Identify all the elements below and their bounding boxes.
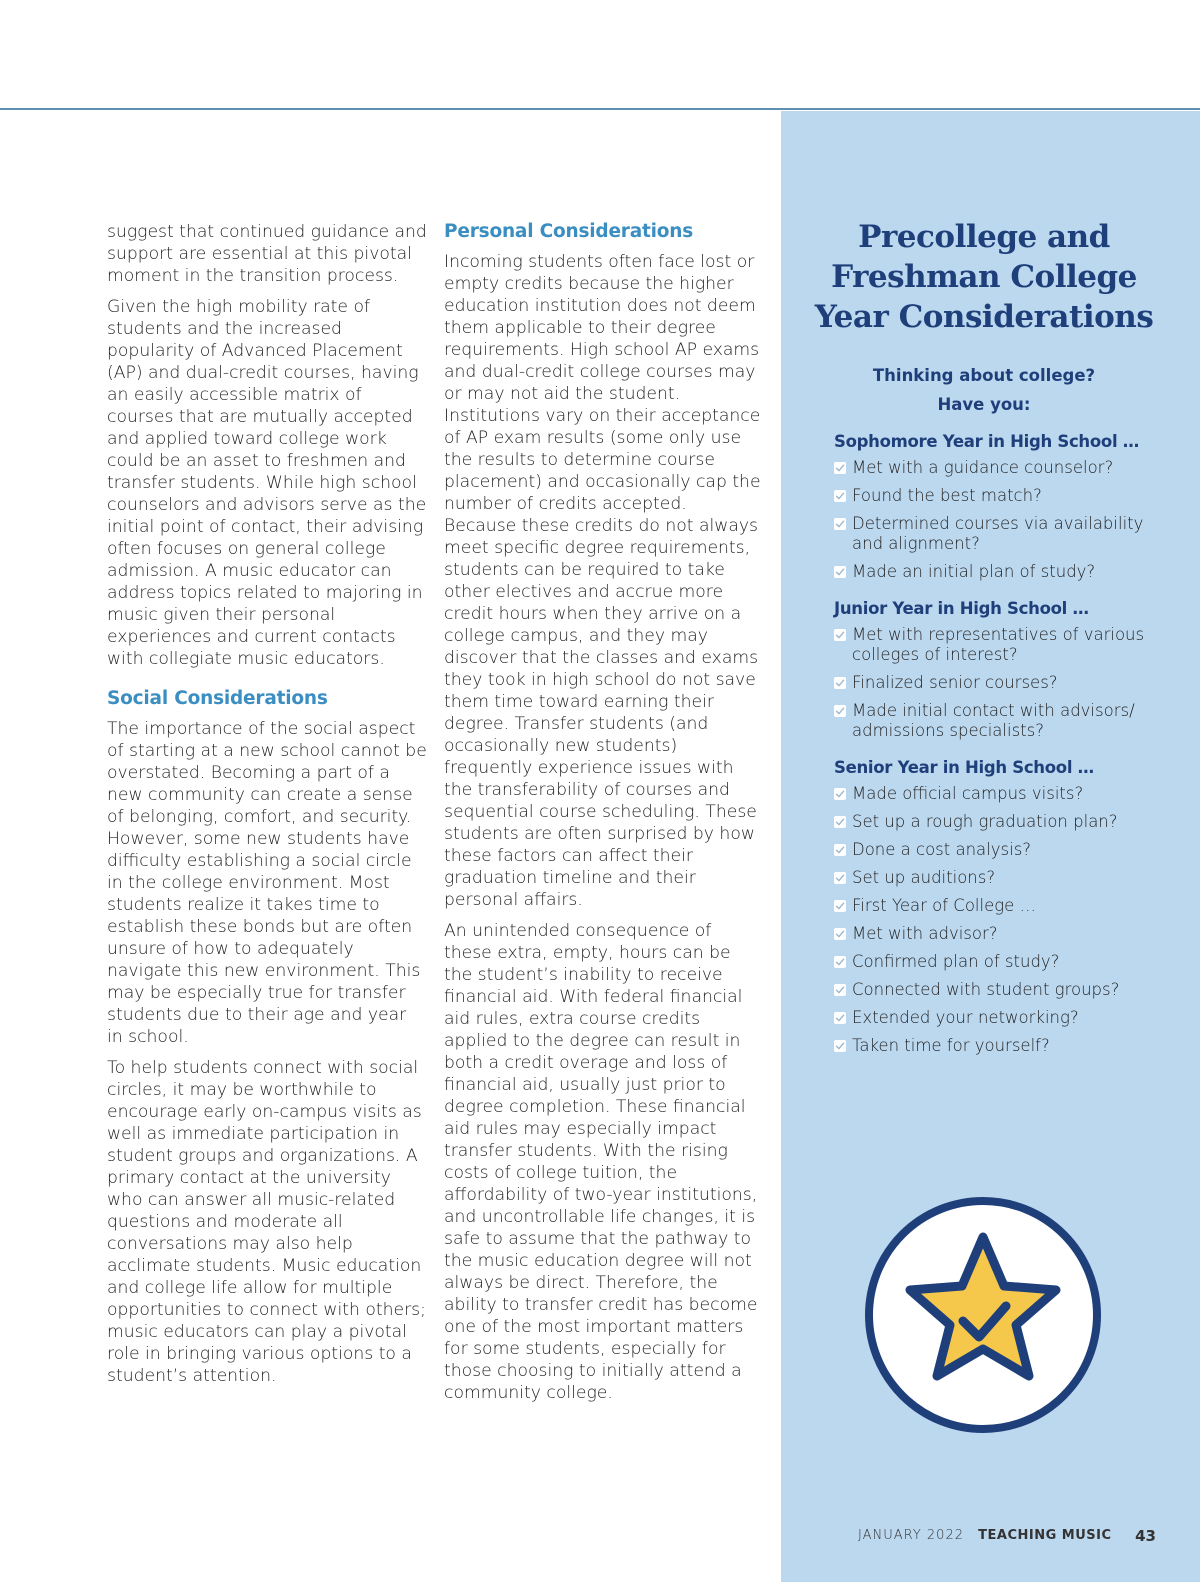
issue-date: JANUARY 2022 (858, 1528, 964, 1543)
checkbox-checked-icon (834, 844, 846, 856)
checkbox-checked-icon (834, 518, 846, 530)
checklist-item (834, 952, 1174, 972)
checklist-item (834, 514, 1174, 554)
checkbox-checked-icon (834, 872, 846, 884)
checklist-item-label: Done a cost analysis? (852, 840, 1032, 859)
checklist-item-label: Finalized senior courses? (852, 673, 1058, 692)
checkbox-checked-icon (834, 928, 846, 940)
checkbox-checked-icon (834, 462, 846, 474)
checklist-section (834, 598, 1174, 741)
article-column-2 (444, 221, 764, 1413)
checklist-item-label: Made initial contact with advisors/ admissions specialists? (852, 701, 1135, 740)
checkbox-checked-icon (834, 566, 846, 578)
checklist-item-label: Extended your networking? (852, 1008, 1079, 1027)
checklist-item (834, 812, 1174, 832)
section-heading-social: Social Considerations (107, 688, 328, 709)
checkbox-checked-icon (834, 705, 846, 717)
checklist-item (834, 673, 1174, 693)
page-number: 43 (1135, 1527, 1156, 1545)
checklist (834, 431, 1174, 1072)
checklist-item (834, 1036, 1174, 1056)
paragraph: The importance of the social aspect of starting at a new school cannot be overstated. Becoming a part of a new community can create a sense of belonging, comfort, and security. However, some new students have difficulty establishing a social circle in the college environment. Most students realize it takes time to establish these bonds but are often unsure of how to adequately navigate this new environment. This may be especially true for transfer students due to their age and year in school. (107, 719, 427, 1047)
checkbox-checked-icon (834, 490, 846, 502)
magazine-name: TEACHING MUSIC (978, 1528, 1112, 1543)
checklist-section-heading: Senior Year in High School … (834, 758, 1094, 777)
star-check-icon (863, 1195, 1103, 1435)
checklist-item (834, 784, 1174, 804)
paragraph: Given the high mobility rate of students and the increased popularity of Advanced Placement (AP) and dual-credit courses, having an easily accessible matrix of courses that are mutually accepted and applied toward college work could be an asset to freshmen and transfer students. While high school counselors and advisors serve as the initial point of contact, their advising often focuses on general college admission. A music educator can address topics related to majoring in music given their personal experiences and current contacts with collegiate music educators. (107, 297, 427, 669)
checklist-section-heading: Sophomore Year in High School … (834, 432, 1139, 451)
paragraph: Incoming students often face lost or empty credits because the higher education institution does not deem them applicable to their degree requirements. High school AP exams and dual-credit college courses may or may not aid the student. Institutions vary on their acceptance of AP exam results (some only use the results to determine course placement) and occasionally cap the number of credits accepted. Because these credits do not always meet specific degree requirements, students can be required to take other electives and accrue more credit hours when they arrive on a college campus, and they may discover that the classes and exams they took in high school do not save them time toward earning their degree. Transfer students (and occasionally new students) frequently experience issues with the transferability of courses and sequential course scheduling. These students are often surprised by how these factors can affect their graduation timeline and their personal affairs. (444, 252, 761, 910)
sidebar-subtitle: Thinking about college? Have you: (872, 366, 1096, 414)
checkbox-checked-icon (834, 629, 846, 641)
checklist-item-label: Connected with student groups? (852, 980, 1120, 999)
checklist-item (834, 701, 1174, 741)
checklist-section (834, 431, 1174, 582)
section-heading-personal: Personal Considerations (444, 221, 694, 242)
checklist-item-label: Set up auditions? (852, 868, 996, 887)
checklist-item-label: Met with advisor? (852, 924, 998, 943)
paragraph: suggest that continued guidance and support are essential at this pivotal moment in the transition process. (107, 222, 427, 286)
checkbox-checked-icon (834, 900, 846, 912)
checklist-item (834, 896, 1174, 916)
checklist-item (834, 458, 1174, 478)
checklist-item-label: Taken time for yourself? (852, 1036, 1050, 1055)
checkbox-checked-icon (834, 956, 846, 968)
checklist-item (834, 1008, 1174, 1028)
checklist-item-label: Determined courses via availability and alignment? (852, 514, 1144, 553)
checklist-item (834, 924, 1174, 944)
checkbox-checked-icon (834, 788, 846, 800)
paragraph: To help students connect with social circles, it may be worthwhile to encourage early on-campus visits as well as immediate participation in student groups and organizations. A primary contact at the university who can answer all music-related questions and moderate all conversations may also help acclimate students. Music education and college life allow for multiple opportunities to connect with others; music educators can play a pivotal role in bringing various options to a student’s attention. (107, 1058, 426, 1386)
checkbox-checked-icon (834, 1040, 846, 1052)
checklist-item (834, 980, 1174, 1000)
checklist-section-heading: Junior Year in High School … (834, 599, 1089, 618)
checkbox-checked-icon (834, 1012, 846, 1024)
checklist-item (834, 486, 1174, 506)
checkbox-checked-icon (834, 984, 846, 996)
checklist-item (834, 868, 1174, 888)
page-footer (858, 1526, 1168, 1546)
checkbox-checked-icon (834, 677, 846, 689)
checklist-item-label: Found the best match? (852, 486, 1042, 505)
checklist-item-label: Made an initial plan of study? (852, 562, 1096, 581)
checklist-item-label: Confirmed plan of study? (852, 952, 1060, 971)
checklist-item (834, 840, 1174, 860)
checklist-section (834, 757, 1174, 1056)
checklist-item-label: Made official campus visits? (852, 784, 1084, 803)
checklist-item-label: Met with a guidance counselor? (852, 458, 1114, 477)
paragraph: An unintended consequence of these extra, empty, hours can be the student’s inability to receive financial aid. With federal financial aid rules, extra course credits applied to the degree can result in both a credit overage and loss of financial aid, usually just prior to degree completion. These financial aid rules may especially impact transfer students. With the rising costs of college tuition, the affordability of two-year institutions, and uncontrollable life changes, it is safe to assume that the pathway to the music education degree will not always be direct. Therefore, the ability to transfer credit has become one of the most important matters for some students, especially for those choosing to initially attend a community college. (444, 921, 758, 1403)
checkbox-checked-icon (834, 816, 846, 828)
checklist-item-label: First Year of College … (852, 896, 1037, 915)
checklist-item-label: Set up a rough graduation plan? (852, 812, 1118, 831)
header-rule (0, 108, 1200, 110)
checklist-item (834, 562, 1174, 582)
checklist-item (834, 625, 1174, 665)
sidebar-title: Precollege and Freshman College Year Considerations (814, 219, 1154, 335)
checklist-item-label: Met with representatives of various colleges of interest? (852, 625, 1145, 664)
article-column-1 (107, 221, 427, 1396)
